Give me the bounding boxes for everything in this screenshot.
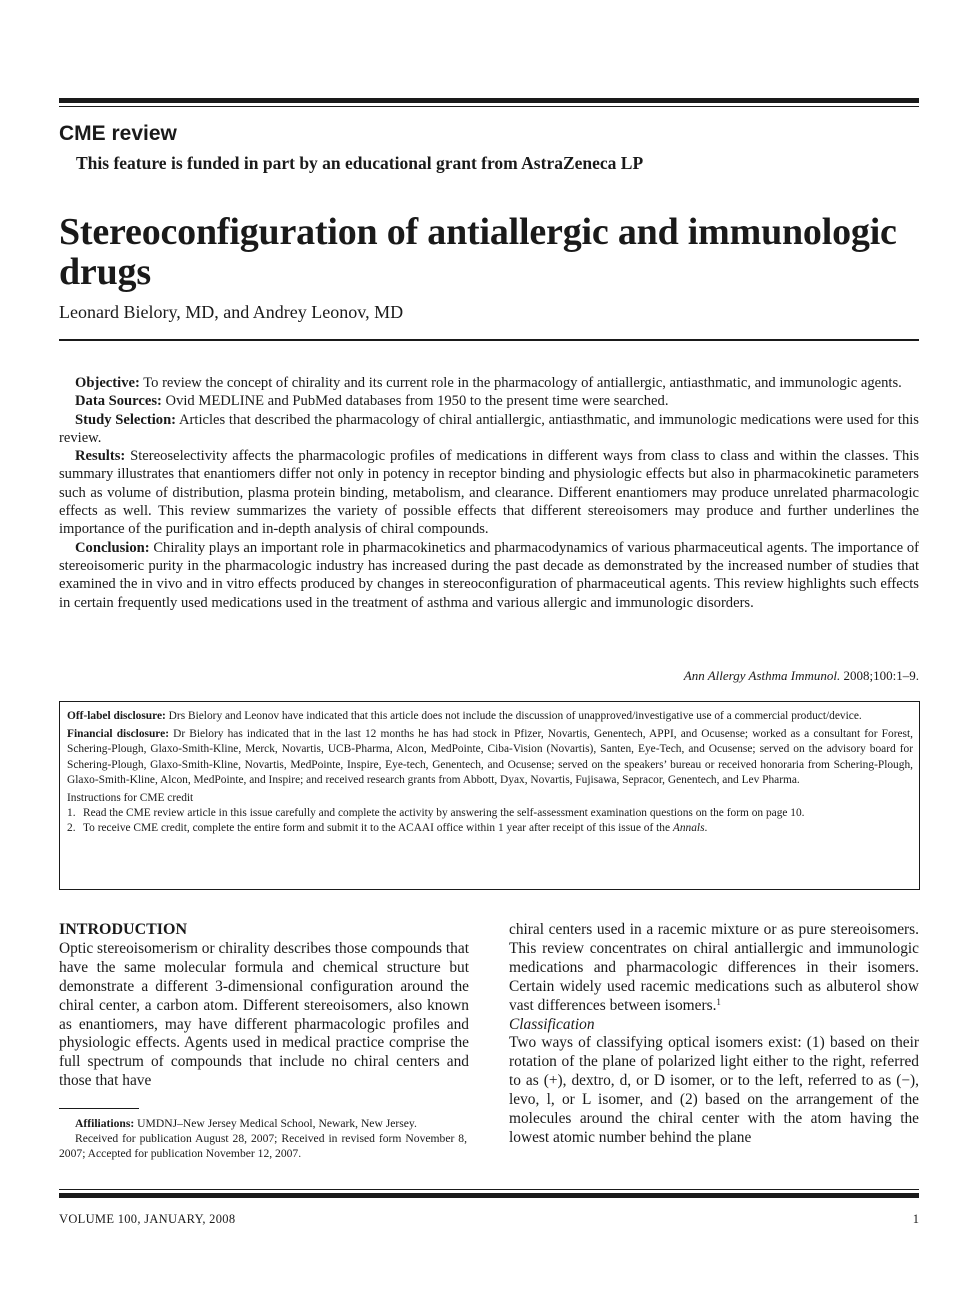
section-label: CME review — [59, 122, 177, 145]
abstract-study-selection — [59, 411, 919, 448]
instructions-title: Instructions for CME credit — [67, 792, 194, 805]
off-label-disclosure — [67, 709, 913, 724]
affiliations-text: UMDNJ–New Jersey Medical School, Newark, New Jersey. — [134, 1117, 417, 1130]
disclosure-box — [59, 701, 920, 890]
abstract-text: Stereoselectivity affects the pharmacologic profiles of medications in different ways from class to class and within the classes. This summary illustrates that enantiomers differ not only in potency in receptor binding and physiologic effects but also in pharmacokinetic parameters such as volume of distribution, plasma protein binding, metabolism, and clearance. Different enantiomers may produce unrelated pharmacologic effects as well. This review summarizes the variety of possible effects that different stereoisomers may produce and further underlines the importance of the purification and in-depth analysis of chiral compounds. — [59, 448, 919, 538]
abstract-label: Conclusion: — [75, 539, 150, 556]
instruction-text: Read the CME review article in this issue carefully and complete the activity by answering the self-assessment examination questions on the form on page 10. — [83, 807, 805, 820]
abstract-label: Results: — [75, 448, 126, 465]
instruction-number: 2. — [67, 822, 76, 835]
header-rule-thin — [59, 106, 919, 107]
abstract-results — [59, 447, 919, 538]
abstract-text: Ovid MEDLINE and PubMed databases from 1950 to the present time were searched. — [161, 393, 669, 410]
abstract-text: Articles that described the pharmacology of chiral antiallergic, antiasthmatic, and immunologic medications were used for this review. — [59, 411, 919, 446]
financial-disclosure — [67, 727, 913, 788]
introduction-paragraph: Optic stereoisomerism or chirality describes those compounds that have the same molecular formula and chemical structure but demonstrate a different 3-dimensional configuration around the chiral center, a carbon atom. Different stereoisomers, also known as enantiomers, may have different pharmacologic profiles and physiologic effects. Agents used in medical practice comprise the full spectrum of compounds that include no chiral centers and those that have — [59, 939, 469, 1090]
instruction-item — [67, 806, 913, 821]
page-number: 1 — [912, 1212, 919, 1226]
instruction-number: 1. — [67, 807, 76, 820]
article-authors: Leonard Bielory, MD, and Andrey Leonov, MD — [59, 302, 404, 322]
citation-details: 2008;100:1–9. — [840, 668, 919, 683]
right-paragraph-text: chiral centers used in a racemic mixture or as pure stereoisomers. This review concentrates on chiral antiallergic and immunologic medications and pharmacologic differences in their isomers. Certain widely used racemic medications such as albuterol show vast differences between isomers. — [509, 921, 919, 1014]
disclosure-label: Financial disclosure: — [67, 728, 170, 741]
left-column — [59, 921, 469, 1091]
reference-marker[interactable]: 1 — [716, 996, 721, 1007]
abstract-data-sources — [59, 392, 919, 410]
disclosure-text: Drs Bielory and Leonov have indicated that this article does not include the discussion of unapproved/investigative use of a commercial product/device. — [165, 710, 862, 722]
affiliations-label: Affiliations: — [75, 1117, 135, 1130]
abstract-conclusion — [59, 539, 919, 612]
abstract-label: Data Sources: — [75, 393, 162, 410]
right-column — [509, 921, 919, 1148]
abstract-objective — [59, 374, 919, 392]
footer-rule-thin — [59, 1189, 919, 1190]
journal-citation — [59, 668, 919, 684]
title-divider — [59, 339, 919, 341]
citation-journal: Ann Allergy Asthma Immunol. — [683, 668, 841, 683]
instruction-journal: Annals — [672, 822, 705, 835]
classification-heading: Classification — [509, 1015, 595, 1033]
instruction-text-end: . — [704, 822, 708, 835]
footer-rule-thick — [59, 1193, 919, 1198]
header-rule-thick — [59, 98, 919, 103]
abstract-label: Study Selection: — [75, 411, 177, 428]
affiliations — [59, 1116, 467, 1131]
instruction-item — [67, 821, 913, 836]
article-title: Stereoconfiguration of antiallergic and immunologic drugs — [59, 211, 897, 293]
classification-paragraph: Two ways of classifying optical isomers exist: (1) based on their rotation of the plane of polarized light either to the right, referred to as (+), dextro, d, or D isomer, or to the left, referred to as (−), levo, l, or L isomer, and (2) based on the arrangement of the molecules around the chiral center with the atom having the lowest atomic number behind the plane — [509, 1034, 919, 1146]
footer-volume: VOLUME 100, JANUARY, 2008 — [59, 1212, 236, 1226]
instructions-list — [67, 806, 913, 836]
introduction-heading: INTRODUCTION — [59, 921, 188, 938]
abstract-text: Chirality plays an important role in pharmacokinetics and pharmacodynamics of various pharmaceutical agents. The importance of stereoisomeric purity in the pharmacologic industry has increased during the past decade as demonstrated by the increased number of studies that examined the in vivo and in vitro effects produced by changes in stereoconfiguration of pharmaceutical agents. This review highlights such effects in certain frequently used medications used in the treatment of asthma and various allergic and immunologic disorders. — [59, 539, 919, 611]
disclosure-text: Dr Bielory has indicated that in the last 12 months he has had stock in Pfizer, Novartis, Genentech, APPI, and Ocusense; worked as a consultant for Forest, Schering-Plough, Glaxo-Smith-Kline, Merck, Novartis, UCB-Pharma, Alcon, MedPointe, Ciba-Vision (Novartis), Santen, Eye-Tech, and Ocusense; served on the advisory board for Schering-Plough, Glaxo-Smith-Kline, Novartis, MedPointe, Inspire, Eye-tech, Genentech, and Ocusense; served on the speakers’ bureau or received honoraria from Schering-Plough, Glaxo-Smith-Kline, Alcon, MedPointe, and Inspire; and received research grants from Abbott, Dyax, Novartis, Fujisawa, Sepracor, Genentech, and Lev Pharma. — [67, 728, 913, 786]
right-paragraph — [509, 921, 919, 1016]
footnote-rule — [59, 1108, 139, 1109]
instruction-text: To receive CME credit, complete the entire form and submit it to the ACAAI office within 1 year after receipt of this issue of the — [83, 822, 673, 835]
abstract — [59, 374, 919, 612]
received-dates: Received for publication August 28, 2007; Received in revised form November 8, 2007; Accepted for publication November 12, 2007. — [59, 1132, 467, 1161]
footnote — [59, 1116, 467, 1162]
abstract-label: Objective: — [75, 375, 140, 391]
funding-note: This feature is funded in part by an educational grant from AstraZeneca LP — [76, 153, 644, 173]
disclosure-label: Off-label disclosure: — [67, 710, 166, 722]
abstract-text: To review the concept of chirality and its current role in the pharmacology of antiallergic, antiasthmatic, and immunologic agents. — [139, 375, 902, 391]
